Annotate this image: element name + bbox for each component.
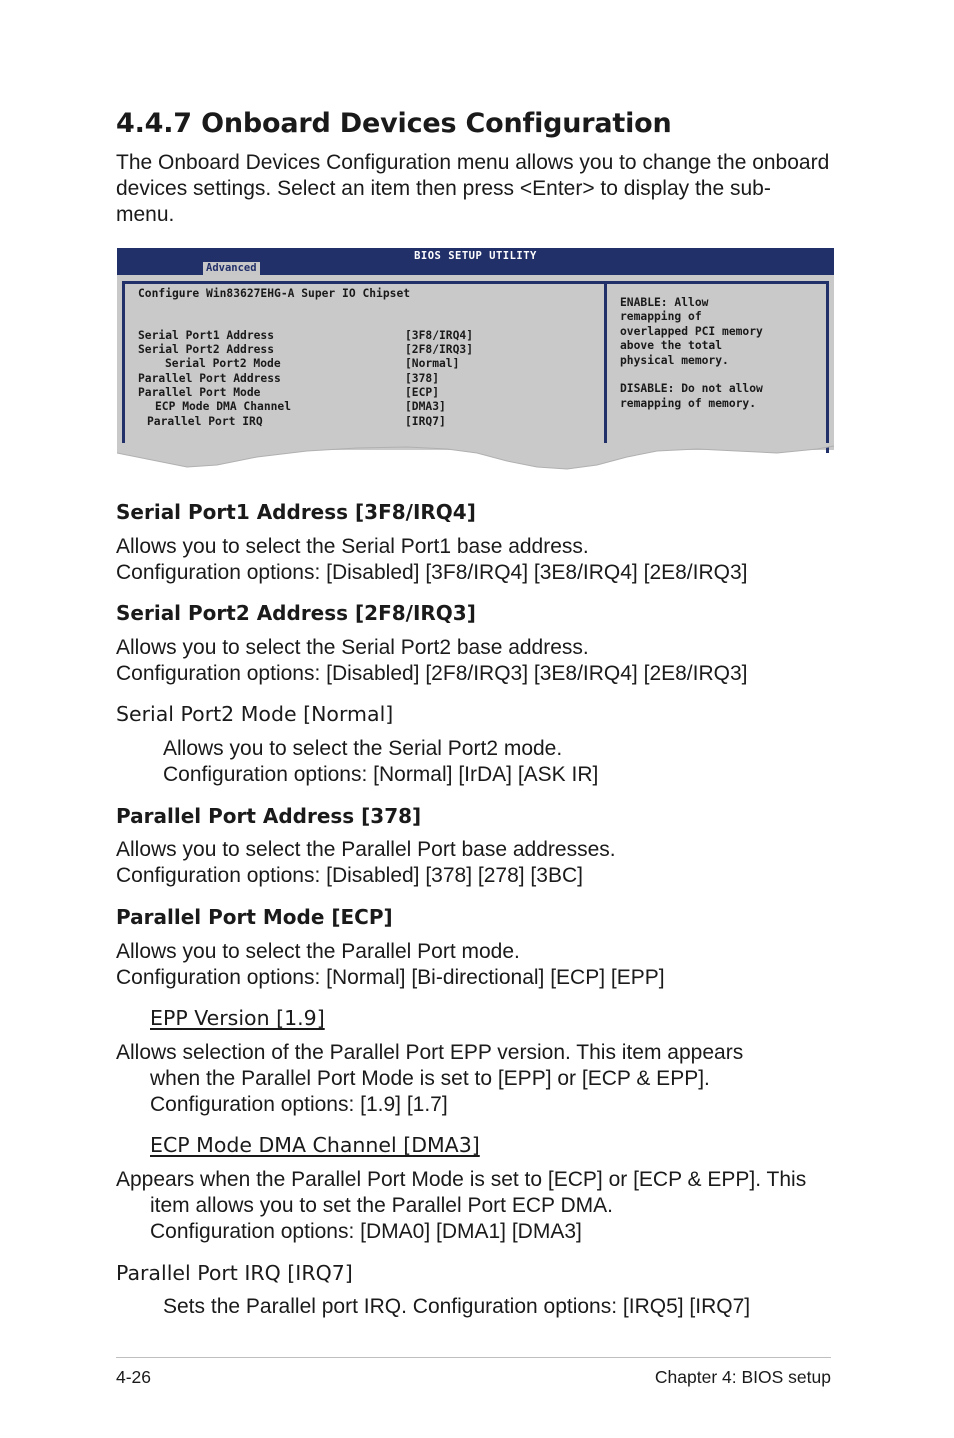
bios-value-parallel-port-irq[interactable]: [IRQ7] [405, 415, 446, 428]
bios-help-line-2: remapping of [620, 310, 702, 323]
bios-value-parallel-port-mode[interactable]: [ECP] [405, 386, 440, 399]
bios-screenshot [117, 248, 834, 478]
page-title: 4.4.7 Onboard Devices Configuration [116, 108, 672, 139]
section-line: Allows you to select the Parallel Port base addresses. [116, 838, 616, 861]
section-line: Configuration options: [Disabled] [2F8/IRQ3] [3E8/IRQ4] [2E8/IRQ3] [116, 662, 748, 685]
footer-rule [116, 1357, 831, 1358]
section-line: Configuration options: [Normal] [IrDA] [ASK IR] [163, 763, 599, 786]
intro-line-1: The Onboard Devices Configuration menu allows you to change the onboard [116, 151, 830, 174]
bios-header-bar [117, 248, 834, 275]
bios-item-serial-port2-mode[interactable]: Serial Port2 Mode [165, 357, 281, 370]
bios-help-line-3: overlapped PCI memory [620, 325, 763, 338]
section-line: Configuration options: [1.9] [1.7] [150, 1093, 448, 1116]
bios-body [117, 275, 834, 450]
section-title-parallel-port-mode: Parallel Port Mode [ECP] [116, 905, 393, 929]
section-line: Allows selection of the Parallel Port EPP version. This item appears [116, 1041, 744, 1064]
section-line: Allows you to select the Serial Port2 base address. [116, 636, 589, 659]
section-line: Allows you to select the Serial Port2 mode. [163, 737, 563, 760]
section-line: Allows you to select the Serial Port1 base address. [116, 535, 589, 558]
section-line: Sets the Parallel port IRQ. Configuration options: [IRQ5] [IRQ7] [163, 1295, 751, 1318]
tab-advanced[interactable]: Advanced [203, 262, 260, 275]
bios-value-serial-port1-address[interactable]: [3F8/IRQ4] [405, 329, 474, 342]
section-title-ecp-mode-dma-channel: ECP Mode DMA Channel [DMA3] [150, 1133, 480, 1157]
bios-help-line-1: ENABLE: Allow [620, 296, 709, 309]
intro-line-3: menu. [116, 203, 175, 226]
bios-item-parallel-port-irq[interactable]: Parallel Port IRQ [147, 415, 263, 428]
bios-help-line-4: above the total [620, 339, 723, 352]
bios-item-ecp-mode-dma-channel[interactable]: ECP Mode DMA Channel [155, 400, 292, 413]
bios-value-serial-port2-mode[interactable]: [Normal] [405, 357, 460, 370]
section-line: Configuration options: [Disabled] [378] [278] [3BC] [116, 864, 583, 887]
bios-title: BIOS SETUP UTILITY [414, 250, 537, 262]
bios-value-serial-port2-address[interactable]: [2F8/IRQ3] [405, 343, 474, 356]
bios-item-parallel-port-mode[interactable]: Parallel Port Mode [138, 386, 261, 399]
bios-section-title: Configure Win83627EHG-A Super IO Chipset [138, 287, 411, 300]
page-number: 4-26 [116, 1367, 152, 1387]
bios-help-line-5: physical memory. [620, 354, 729, 367]
section-line: Configuration options: [DMA0] [DMA1] [DMA3] [150, 1220, 582, 1243]
section-line: Allows you to select the Parallel Port mode. [116, 940, 520, 963]
section-title-parallel-port-address: Parallel Port Address [378] [116, 804, 422, 828]
section-line: item allows you to set the Parallel Port ECP DMA. [150, 1194, 613, 1217]
section-title-epp-version: EPP Version [1.9] [150, 1006, 325, 1030]
section-line: Appears when the Parallel Port Mode is set to [ECP] or [ECP & EPP]. This [116, 1168, 807, 1191]
bios-item-serial-port2-address[interactable]: Serial Port2 Address [138, 343, 275, 356]
section-title-serial-port2-address: Serial Port2 Address [2F8/IRQ3] [116, 601, 476, 625]
chapter-label: Chapter 4: BIOS setup [654, 1367, 831, 1387]
bios-value-parallel-port-address[interactable]: [378] [405, 372, 440, 385]
section-line: when the Parallel Port Mode is set to [EPP] or [ECP & EPP]. [150, 1067, 710, 1090]
section-title-parallel-port-irq: Parallel Port IRQ [IRQ7] [116, 1261, 353, 1285]
bios-value-ecp-mode-dma-channel[interactable]: [DMA3] [405, 400, 446, 413]
section-line: Configuration options: [Disabled] [3F8/IRQ4] [3E8/IRQ4] [2E8/IRQ3] [116, 561, 748, 584]
bios-item-serial-port1-address[interactable]: Serial Port1 Address [138, 329, 275, 342]
section-title-serial-port1-address: Serial Port1 Address [3F8/IRQ4] [116, 500, 476, 524]
bios-help-line-7: DISABLE: Do not allow [620, 382, 763, 395]
section-title-serial-port2-mode: Serial Port2 Mode [Normal] [116, 702, 394, 726]
section-line: Configuration options: [Normal] [Bi-directional] [ECP] [EPP] [116, 966, 665, 989]
intro-line-2: devices settings. Select an item then press <Enter> to display the sub- [116, 177, 771, 200]
bios-item-parallel-port-address[interactable]: Parallel Port Address [138, 372, 281, 385]
torn-edge [117, 443, 834, 479]
bios-help-line-8: remapping of memory. [620, 397, 757, 410]
